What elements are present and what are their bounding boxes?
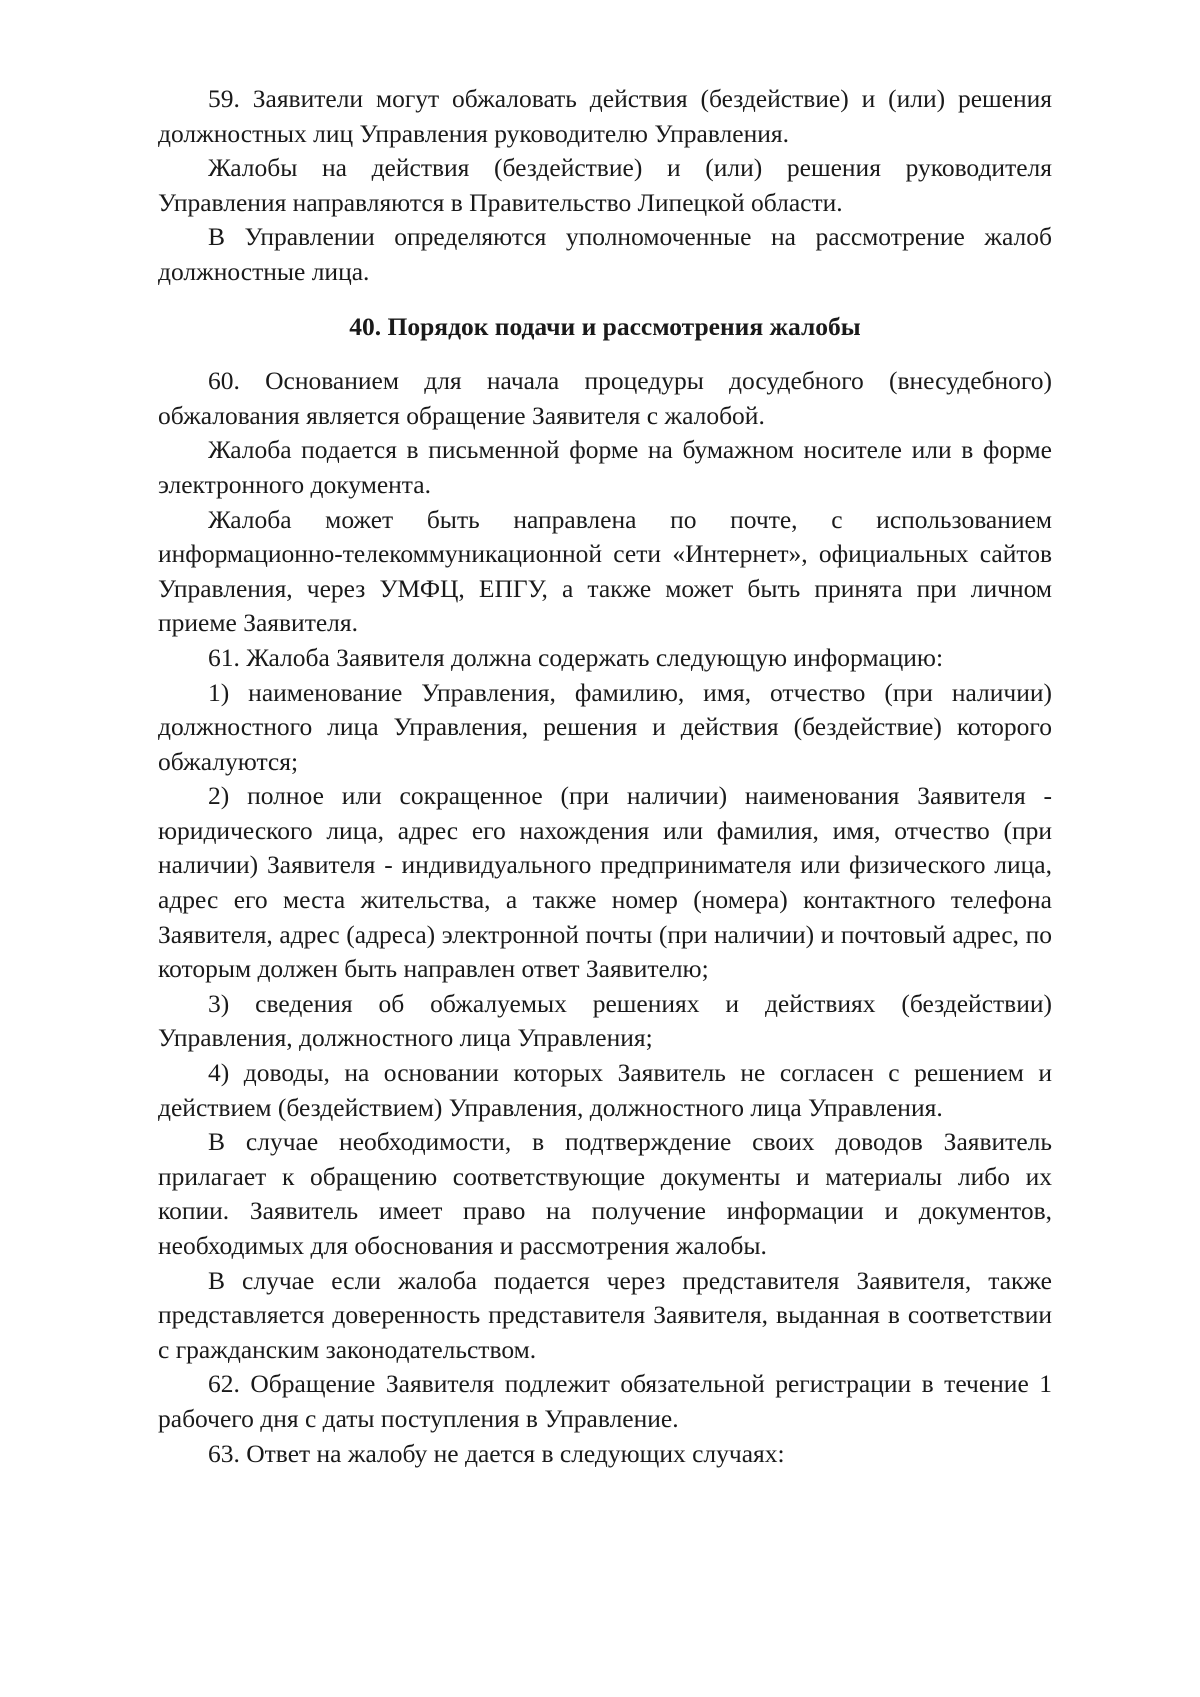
paragraph-60: 60. Основанием для начала процедуры досудебного (внесудебного) обжалования является обращение Заявителя с жалобой. bbox=[158, 366, 1052, 430]
paragraph-authorized-officials: В Управлении определяются уполномоченные на рассмотрение жалоб должностные лица. bbox=[158, 222, 1052, 286]
paragraph-representative: В случае если жалоба подается через представителя Заявителя, также представляется доверенность представителя Заявителя, выданная в соответствии с гражданским законодательством. bbox=[158, 1265, 1052, 1364]
list-item-2: 2) полное или сокращенное (при наличии) наименования Заявителя - юридического лица, адрес его нахождения или фамилия, имя, отчество (при наличии) Заявителя - индивидуального предпринимателя или физического лица, адрес его места жительства, а также номер (номера) контактного телефона Заявителя, адрес (адреса) электронной почты (при наличии) и почтовый адрес, по которым должен быть направлен ответ Заявителю; bbox=[158, 781, 1052, 984]
list-item-1: 1) наименование Управления, фамилию, имя, отчество (при наличии) должностного лица Управления, решения и действия (бездействие) которого обжалуются; bbox=[158, 677, 1052, 776]
paragraph-complaints-head: Жалобы на действия (бездействие) и (или) решения руководителя Управления направляются в Правительство Липецкой области. bbox=[158, 153, 1052, 217]
paragraph-59: 59. Заявители могут обжаловать действия (бездействие) и (или) решения должностных лиц Управления руководителю Управления. bbox=[158, 84, 1052, 148]
list-item-3: 3) сведения об обжалуемых решениях и действиях (бездействии) Управления, должностного лица Управления; bbox=[158, 988, 1052, 1053]
document-body bbox=[158, 82, 1052, 1471]
paragraph-written-form: Жалоба подается в письменной форме на бумажном носителе или в форме электронного документа. bbox=[158, 435, 1052, 499]
section-heading: 40. Порядок подачи и рассмотрения жалобы bbox=[349, 311, 861, 341]
list-item-4: 4) доводы, на основании которых Заявитель не согласен с решением и действием (бездействием) Управления, должностного лица Управления. bbox=[158, 1058, 1052, 1122]
paragraph-63: 63. Ответ на жалобу не дается в следующих случаях: bbox=[208, 1438, 785, 1468]
paragraph-supporting-documents: В случае необходимости, в подтверждение своих доводов Заявитель прилагает к обращению соответствующие документы и материалы либо их копии. Заявитель имеет право на получение информации и документов, необходимых для обоснования и рассмотрения жалобы. bbox=[158, 1127, 1052, 1260]
paragraph-62: 62. Обращение Заявителя подлежит обязательной регистрации в течение 1 рабочего дня с даты поступления в Управление. bbox=[158, 1369, 1052, 1433]
paragraph-submission-channels: Жалоба может быть направлена по почте, с использованием информационно-телекоммуникационной сети «Интернет», официальных сайтов Управления, через УМФЦ, ЕПГУ, а также может быть принята при личном приеме Заявителя. bbox=[158, 504, 1052, 638]
paragraph-61: 61. Жалоба Заявителя должна содержать следующую информацию: bbox=[208, 642, 944, 672]
